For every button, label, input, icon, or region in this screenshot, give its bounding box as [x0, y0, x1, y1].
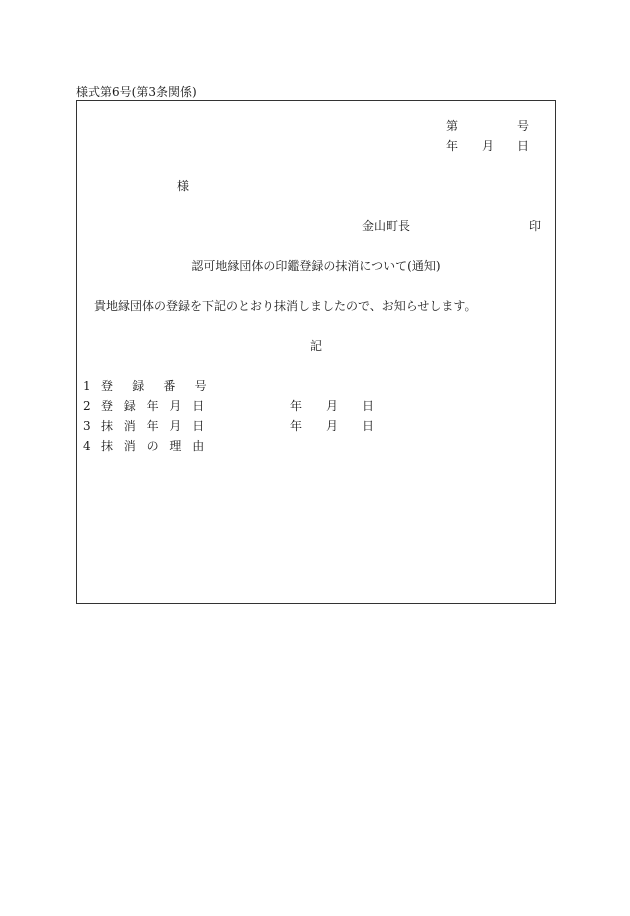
- issuer-title: 金山町長: [362, 219, 411, 233]
- form-number: 様式第6号(第3条関係): [76, 85, 197, 99]
- addressee-suffix: 様: [177, 179, 190, 193]
- item-year: 年: [290, 399, 303, 413]
- item-day: 日: [362, 399, 375, 413]
- item-label: 登録番号: [101, 379, 226, 393]
- item-number: 1: [83, 379, 91, 393]
- item-number: 4: [83, 439, 91, 453]
- date-day: 日: [517, 139, 530, 153]
- item-number: 2: [83, 399, 91, 413]
- item-year: 年: [290, 419, 303, 433]
- document-title: 認可地縁団体の印鑑登録の抹消について(通知): [191, 259, 441, 273]
- body-text: 貴地縁団体の登録を下記のとおり抹消しましたので、お知らせします。: [94, 299, 477, 313]
- issuer-seal: 印: [529, 219, 542, 233]
- number-suffix: 号: [517, 119, 530, 133]
- item-month: 月: [326, 419, 339, 433]
- date-year: 年: [446, 139, 459, 153]
- item-label: 抹消年月日: [101, 419, 216, 433]
- form-frame: [76, 100, 556, 604]
- ki-label: 記: [309, 339, 322, 353]
- item-label: 抹消の理由: [101, 439, 216, 453]
- number-prefix: 第: [446, 119, 459, 133]
- item-number: 3: [83, 419, 91, 433]
- item-month: 月: [326, 399, 339, 413]
- item-day: 日: [362, 419, 375, 433]
- date-month: 月: [482, 139, 495, 153]
- item-label: 登録年月日: [101, 399, 216, 413]
